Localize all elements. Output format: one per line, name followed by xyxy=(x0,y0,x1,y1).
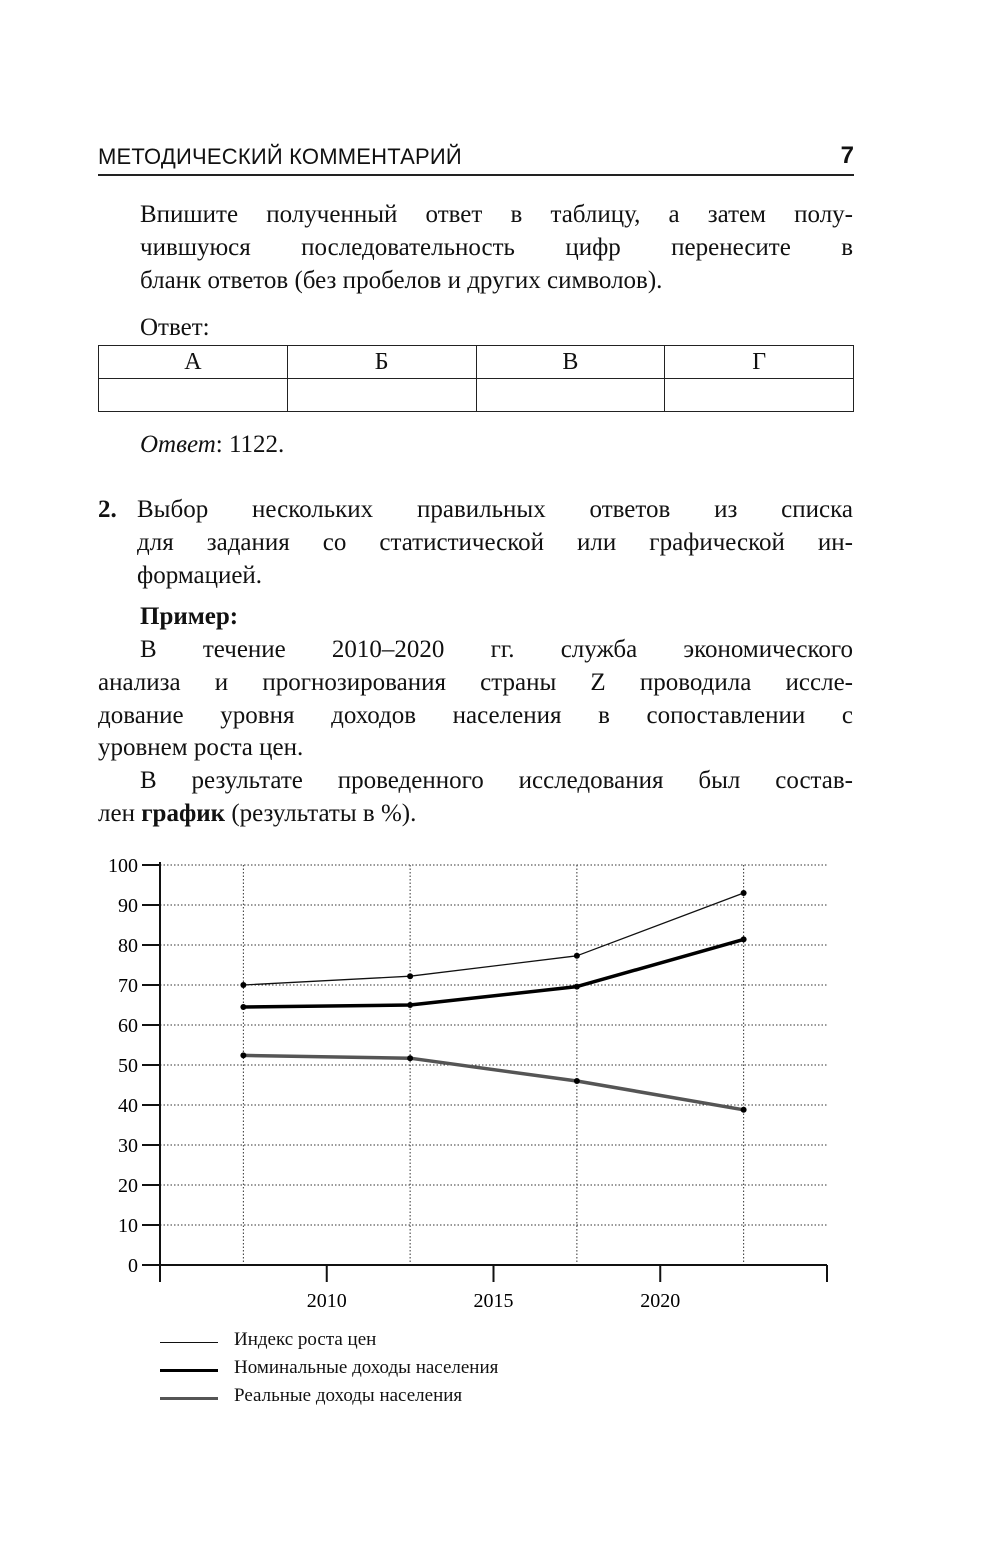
answer-result xyxy=(140,429,284,461)
answer-cell-v[interactable] xyxy=(476,379,665,412)
y-tick-label: 50 xyxy=(118,1055,138,1077)
data-point xyxy=(574,984,580,990)
answer-cell-b[interactable] xyxy=(287,379,476,412)
header-title: МЕТОДИЧЕСКИЙ КОММЕНТАРИЙ xyxy=(98,144,462,169)
running-header xyxy=(98,140,854,176)
legend-swatch xyxy=(160,1397,218,1400)
data-point xyxy=(407,1002,413,1008)
instruction-line: Впишите полученный ответ в таблицу, а затем полу- xyxy=(140,201,853,228)
section-title-line: для задания со статистической или графической ин- xyxy=(137,529,853,556)
legend-swatch xyxy=(160,1342,218,1343)
data-point xyxy=(407,1055,413,1061)
data-point xyxy=(574,953,580,959)
instruction-line: чившуюся последовательность цифр перенесите в xyxy=(140,234,853,261)
data-point xyxy=(574,1078,580,1084)
x-tick-label: 2010 xyxy=(306,1290,347,1310)
data-point xyxy=(240,1052,246,1058)
text: лен xyxy=(98,800,142,827)
instruction-line: бланк ответов (без пробелов и других символов). xyxy=(140,267,663,294)
answer-result-label: Ответ xyxy=(140,431,216,458)
y-tick-label: 60 xyxy=(118,1015,138,1037)
series-line xyxy=(243,1055,743,1109)
example-line: уровнем роста цен. xyxy=(98,734,304,761)
y-tick-label: 100 xyxy=(108,855,138,877)
answer-header-g: Г xyxy=(665,346,854,379)
answer-result-value: : 1122. xyxy=(215,431,285,458)
legend-label: Индекс роста цен xyxy=(234,1329,377,1350)
section-title-line: Выбор нескольких правильных ответов из списка xyxy=(137,496,853,523)
example-line xyxy=(98,798,853,830)
answer-cell-g[interactable] xyxy=(665,379,854,412)
answer-header-a: А xyxy=(99,346,288,379)
answer-label: Ответ: xyxy=(140,314,210,341)
y-tick-label: 70 xyxy=(118,975,138,997)
y-tick-label: 40 xyxy=(118,1095,138,1117)
example-label: Пример: xyxy=(140,603,239,630)
bold-term: график xyxy=(141,800,226,827)
x-tick-label: 2015 xyxy=(473,1290,514,1310)
text: (результаты в %). xyxy=(225,800,417,827)
legend-label: Номинальные доходы населения xyxy=(234,1357,499,1378)
legend-label: Реальные доходы населения xyxy=(234,1385,463,1406)
series-line xyxy=(243,939,743,1007)
y-tick-label: 80 xyxy=(118,935,138,957)
data-point xyxy=(240,1004,246,1010)
data-point xyxy=(741,1107,747,1113)
line-chart xyxy=(0,840,1000,1310)
section-number: 2. xyxy=(98,496,117,523)
legend-swatch xyxy=(160,1369,218,1372)
y-tick-label: 10 xyxy=(118,1215,138,1237)
answer-cell-a[interactable] xyxy=(99,379,288,412)
y-tick-label: 90 xyxy=(118,895,138,917)
answer-header-v: В xyxy=(476,346,665,379)
series-line xyxy=(243,893,743,985)
example-line: В течение 2010–2020 гг. служба экономического xyxy=(140,636,853,663)
y-tick-label: 30 xyxy=(118,1135,138,1157)
x-tick-label: 2020 xyxy=(640,1290,681,1310)
data-point xyxy=(741,936,747,942)
data-point xyxy=(741,890,747,896)
y-tick-label: 0 xyxy=(128,1255,138,1277)
data-point xyxy=(240,982,246,988)
section-title-line: формацией. xyxy=(137,562,263,589)
page-number: 7 xyxy=(840,142,854,169)
example-line: В результате проведенного исследования был состав- xyxy=(140,767,853,794)
y-tick-label: 20 xyxy=(118,1175,138,1197)
data-point xyxy=(407,973,413,979)
example-line: дование уровня доходов населения в сопоставлении с xyxy=(98,702,853,729)
answer-table xyxy=(98,345,854,412)
example-line: анализа и прогнозирования страны Z проводила иссле- xyxy=(98,669,853,696)
answer-header-b: Б xyxy=(287,346,476,379)
